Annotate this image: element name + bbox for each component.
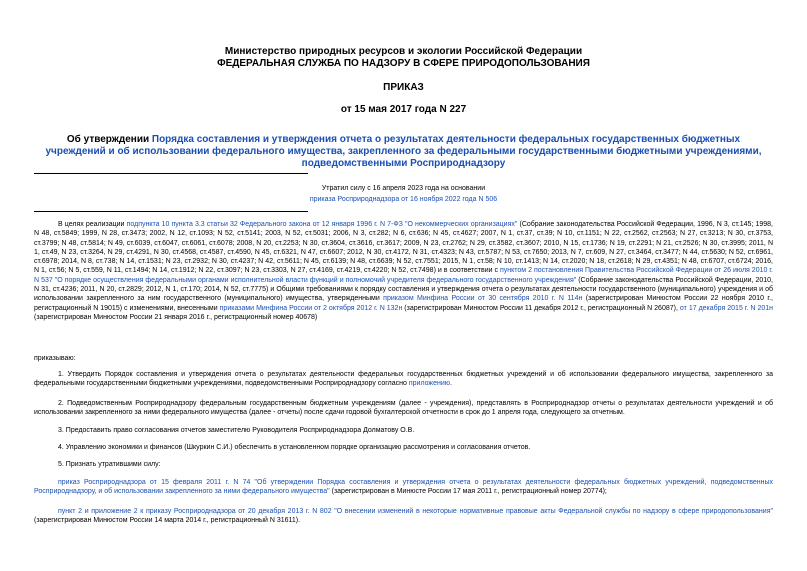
preamble-text-2: (Собрание законодательства Российской Федерации, 1996, N 3, ст.145; 1998, N 48, ст.5849; 1999, N 28, ст.3473; 2002, N 12, ст.1093; N 52, ст.5141; 2003, N 52, ст.5031; 2006, N 3, ст.282; N 6, ст.636; N 45, ст.4627; 2007, N 1, ст.37, ст.39; N 10, ст.1151; N 22, ст.2562, ст.2563; N 27, ст.3213; N 30, ст.3753, ст.3799; N 48, ст.5814; N 49, ст.6039, ст.6047, ст.6061, ст.6078; 2008, N 20, ст.2253; N 30, ст.3604, ст.3616, ст.3617; 2009, N 23, ст.2762; N 29, ст.3582, ст.3607; 2010, N 15, ст.1736; N 19, ст.2291; N 21, ст.2526; N 30, ст.3995; 2011, N 1, ст.49, N 23, ст.3264, N 29, ст.4291, N 30, ст.4568, ст.4587, ст.4590, N 45, ст.6321, N 47, ст.6607; 2012, N 30, ст.4172, N 31, ст.4323; N 43, ст.5787; N 53, ст.7650; 2013, N 7, ст.609, N 27, ст.3464, ст.3477; N 44, ст.5630; N 52, ст.6961, ст.6978; 2014, N 8, ст.738; N 14, ст.1531; N 23, ст.2932; N 30, ст.4237; N 42, ст.5611; N 45, ст.6139; N 48, ст.6639; N 52, ст.7551; 2015, N 1, ст.58; N 10, ст.1413; N 14, ст.2020; N 18, ст.2618; N 29, ст.4351; N 48, ст.6707, ст.6724; 2016, N 1, ст.56; N 5, ст.559, N 11, ст.1494; N 14, ст.1912; N 22, ст.3097; N 23, ст.3303, N 27, ст.4169, ст.4219, ст.4220; N 52, ст.7498) и в соответствии с	[34, 221, 773, 275]
order-word	[34, 354, 773, 363]
order-word-text: приказываю:	[34, 355, 76, 362]
item-1-text: 1. Утвердить Порядок составления и утверждения отчета о результатах деятельности федеральных государственных бюджетных учреждений и об использовании федерального имущества, закрепленного за федеральными государственными бюджетными учреждениями, подведомственными Росприроднадзору согласно приложению.	[34, 371, 773, 388]
item-4	[34, 443, 773, 452]
preamble	[34, 220, 773, 322]
bottom-divider	[34, 211, 308, 212]
repealed-order-2	[34, 507, 773, 526]
item-2	[34, 399, 773, 418]
preamble-text-4: (зарегистрирован Минюстом России 22 ноября 2010 г., регистрационный N 19015) с изменениями, внесенными	[34, 295, 773, 312]
repealed-order-2-link[interactable]: пункт 2 и приложение 2 к приказу Росприроднадзора от 20 декабря 2013 г. N 802 "О внесении изменений в некоторые нормативные правовые акты Федеральной службы по надзору в сфере природопользования"	[58, 508, 773, 515]
subject-link[interactable]: Порядка составления и утверждения отчета о результатах деятельности федеральных государственных бюджетных учреждений и об использовании федерального имущества, закрепленного за федеральными государственными бюджетными учреждениями, подведомственными Росприроднадзору	[45, 134, 762, 169]
item-3-text: 3. Предоставить право согласования отчетов заместителю Руководителя Росприроднадзора Долматову О.В.	[58, 427, 415, 434]
preamble-text-1: В целях реализации	[58, 221, 127, 228]
document-subject	[34, 134, 773, 170]
document-date: от 15 мая 2017 года N 227	[340, 104, 467, 115]
repealed-order-1	[34, 478, 773, 497]
item-4-text: 4. Управлению экономики и финансов (Шкуркин С.И.) обеспечить в установленном порядке организацию рассмотрения и согласования отчетов.	[58, 444, 531, 451]
repealed-order-2-text: пункт 2 и приложение 2 к приказу Росприроднадзора от 20 декабря 2013 г. N 802 "О внесении изменений в некоторые нормативные правовые акты Федеральной службы по надзору в сфере природопользования" (зарегистрирован Минюстом России 14 марта 2014 г., регистрационный N 31611).	[34, 508, 773, 525]
minfin-order-2015-link[interactable]: от 17 декабря 2015 г. N 201н	[679, 304, 774, 312]
repealed-order-1-text: приказ Росприроднадзора от 15 февраля 2011 г. N 74 "Об утверждении Порядка составления и утверждения отчета о результатах деятельности федеральных бюджетных учреждений, подведомственных Росприроднадзору, и об использовании закрепленного за ними федерального имущества" (зарегистрирован в Минюсте России 17 мая 2011 г., регистрационный номер 20774);	[34, 479, 773, 496]
repeal-note-link[interactable]: приказа Росприроднадзора от 16 ноября 2022 года N 506	[309, 196, 498, 203]
preamble-text-6: (зарегистрирован Минюстом России 21 января 2016 г., регистрационный номер 40678)	[34, 313, 318, 321]
resolution-link[interactable]: пунктом 2 постановления Правительства Российской Федерации от 26 июля 2010 г. N 537 "О порядке осуществления федеральными органами исполнительной власти функций и полномочий учредителя федерального государственного учреждения"	[34, 267, 773, 284]
item-5-text: 5. Признать утратившими силу:	[58, 461, 161, 468]
minfin-orders-link[interactable]: приказами Минфина России от 2 октября 2012 г. N 132н	[219, 304, 403, 312]
law-link[interactable]: подпункта 10 пункта 3.3 статьи 32 Федерального закона от 12 января 1996 г. N 7-ФЗ "О некоммерческих организациях"	[126, 221, 518, 228]
ministry-name: Министерство природных ресурсов и экологии Российской Федерации	[224, 46, 583, 57]
item-2-text: 2. Подведомственным Росприроднадзору федеральным государственным бюджетным учреждениям (далее - учреждения), представлять в Росприроднадзор отчеты о результатах деятельности учреждений и об использовании закрепленного за ними федерального имущества (далее - отчеты) после сдачи годовой бухгалтерской отчетности в срок до 1 апреля года, следующего за отчетным.	[34, 400, 773, 417]
minfin-order-link[interactable]: приказом Минфина России от 30 сентября 2010 г. N 114н	[383, 295, 583, 303]
preamble-text-5: (зарегистрирован Минюстом России 11 декабря 2012 г., регистрационный N 26087),	[402, 304, 680, 312]
repealed-order-1-link[interactable]: приказ Росприроднадзора от 15 февраля 2011 г. N 74 "Об утверждении Порядка составления и утверждения отчета о результатах деятельности федеральных бюджетных учреждений, подведомственных Росприроднадзору, и об использовании закрепленного за ними федерального имущества"	[34, 479, 773, 496]
subject-prefix: Об утверждении	[66, 134, 152, 145]
repeal-note	[0, 183, 807, 205]
item-1	[34, 370, 773, 389]
service-name: ФЕДЕРАЛЬНАЯ СЛУЖБА ПО НАДЗОРУ В СФЕРЕ ПРИРОДОПОЛЬЗОВАНИЯ	[217, 58, 590, 69]
top-divider	[34, 173, 308, 174]
document-type: ПРИКАЗ	[383, 82, 424, 93]
repeal-note-text: Утратил силу с 16 апреля 2023 года на основании	[321, 185, 486, 192]
document-header	[34, 0, 773, 115]
preamble-paragraph	[34, 220, 773, 322]
item-3	[34, 426, 773, 435]
appendix-link[interactable]: приложению	[408, 380, 451, 388]
preamble-text-3: (Собрание законодательства Российской Федерации, 2010, N 31, ст.4236; 2011, N 20, ст.2829; 2012, N 1, ст.170; 2014, N 52, ст.7775) и Общими требованиями к порядку составления и утверждения отчета о результатах деятельности государственного (муниципального) учреждения и об использовании закрепленного за ним государственного (муниципального) имущества, утвержденными	[34, 276, 773, 303]
item-5	[34, 460, 773, 469]
